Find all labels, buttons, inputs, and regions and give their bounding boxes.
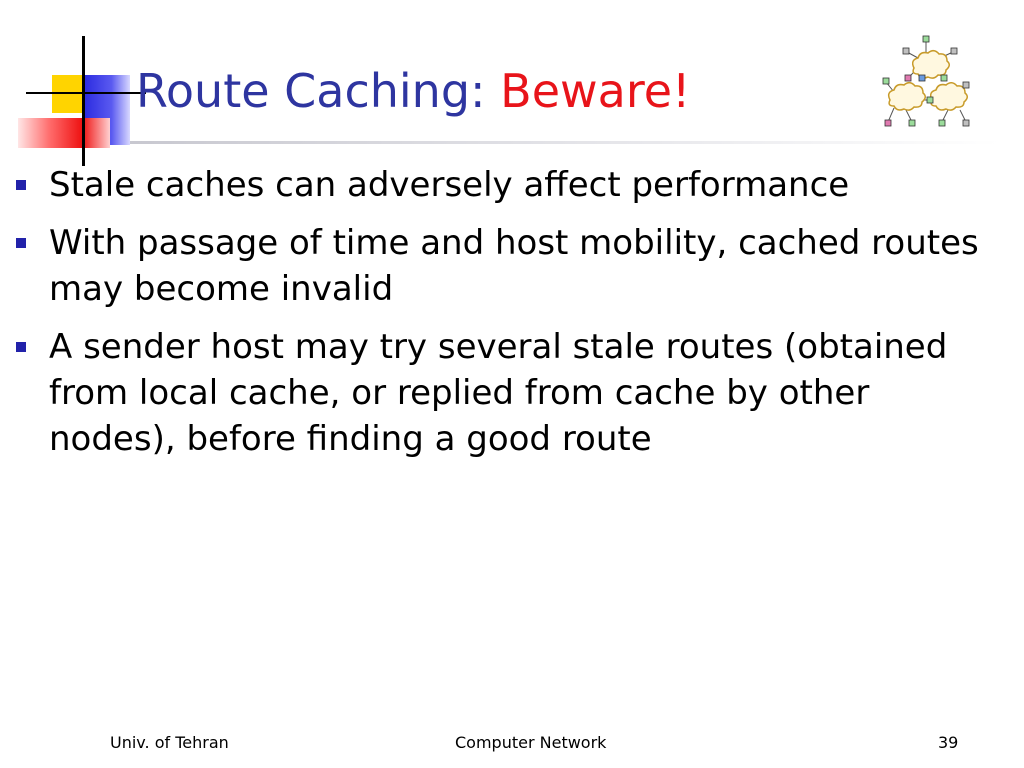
bullet-text: With passage of time and host mobility, cached routes may become invalid: [49, 223, 979, 309]
footer-page-number: 39: [938, 733, 959, 752]
square-bullet-icon: [16, 238, 26, 248]
network-clouds-icon: [874, 30, 974, 130]
bullet-item: [12, 324, 1002, 462]
red-bar: [18, 118, 110, 148]
square-bullet-icon: [16, 180, 26, 190]
slide-decoration: [0, 0, 140, 170]
title-underline: [130, 141, 1000, 144]
title-text: Route Caching:: [136, 64, 501, 118]
square-bullet-icon: [16, 342, 26, 352]
title-accent: Beware!: [500, 64, 691, 118]
bullet-list: [12, 162, 1002, 474]
bullet-item: [12, 162, 1002, 208]
footer-institution: Univ. of Tehran: [110, 733, 229, 752]
footer-course: Computer Network: [455, 733, 607, 752]
vertical-rule: [82, 36, 85, 166]
horizontal-rule: [26, 92, 146, 94]
bullet-item: [12, 220, 1002, 312]
bullet-text: Stale caches can adversely affect performance: [49, 165, 850, 205]
slide-title: [136, 64, 691, 118]
bullet-text: A sender host may try several stale routes (obtained from local cache, or replied from cache by other nodes), before finding a good route: [49, 327, 948, 459]
